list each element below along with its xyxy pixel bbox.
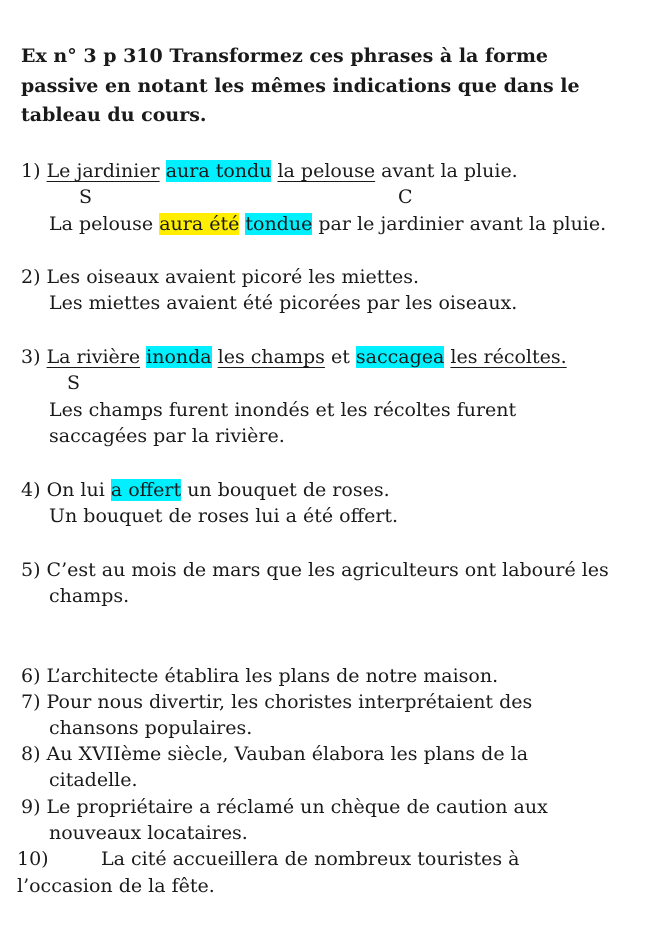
exercise-1-answer-subject: La pelouse	[49, 213, 154, 235]
exercise-4-pre: On lui	[46, 479, 105, 501]
exercise-7-line-2: chansons populaires.	[49, 717, 253, 739]
exercise-10-line-2: l’occasion de la fête.	[17, 875, 215, 897]
exercise-1-verb: aura tondu	[165, 160, 272, 182]
exercise-8-line-1: 8) Au XVIIème siècle, Vauban élabora les plans de la	[21, 743, 529, 765]
exercise-4-verb: a offert	[110, 479, 182, 501]
exercise-3-object-1: les champs	[217, 346, 325, 368]
exercise-title-line-3: tableau du cours.	[21, 104, 207, 126]
exercise-title-line-2: passive en notant les mêmes indications que dans le	[21, 75, 580, 97]
exercise-2-answer: Les miettes avaient été picorées par les oiseaux.	[49, 292, 518, 314]
exercise-3-subject-mark: S	[67, 372, 81, 394]
exercise-1-answer-rest: par le jardinier avant la pluie.	[318, 213, 607, 235]
exercise-5-line-1: 5) C’est au mois de mars que les agriculteurs ont labouré les	[21, 559, 609, 581]
exercise-1-complement: la pelouse	[277, 160, 376, 182]
exercise-1-answer-participle: tondue	[245, 213, 313, 235]
exercise-4-number: 4)	[21, 479, 41, 501]
exercise-10-line-1: La cité accueillera de nombreux touristes à	[101, 848, 520, 870]
exercise-1-number: 1)	[21, 160, 41, 182]
exercise-4-answer: Un bouquet de roses lui a été offert.	[49, 505, 399, 527]
exercise-3-verb-2: saccagea	[355, 346, 445, 368]
exercise-1-rest: avant la pluie.	[381, 160, 518, 182]
exercise-3-conjunction: et	[330, 346, 350, 368]
exercise-1-sentence	[21, 160, 518, 182]
exercise-2-sentence: 2) Les oiseaux avaient picoré les miettes.	[21, 266, 420, 288]
exercise-9-line-2: nouveaux locataires.	[49, 822, 248, 844]
exercise-9-line-1: 9) Le propriétaire a réclamé un chèque de caution aux	[21, 796, 548, 818]
exercise-4-sentence	[21, 479, 390, 501]
exercise-3-number: 3)	[21, 346, 41, 368]
exercise-10-number: 10)	[17, 848, 49, 870]
exercise-3-verb-1: inonda	[146, 346, 212, 368]
exercise-5-line-2: champs.	[49, 585, 130, 607]
exercise-1-subject: Le jardinier	[46, 160, 160, 182]
exercise-1-answer	[49, 213, 606, 235]
exercise-title-line-1: Ex n° 3 p 310 Transformez ces phrases à la forme	[21, 45, 549, 67]
exercise-6-line: 6) L’architecte établira les plans de notre maison.	[21, 665, 499, 687]
exercise-3-sentence	[21, 346, 567, 368]
exercise-3-subject: La rivière	[46, 346, 141, 368]
exercise-7-line-1: 7) Pour nous divertir, les choristes interprétaient des	[21, 691, 533, 713]
exercise-4-rest: un bouquet de roses.	[187, 479, 390, 501]
exercise-3-answer-line-1: Les champs furent inondés et les récoltes furent	[49, 399, 517, 421]
exercise-1-complement-mark: C	[398, 186, 413, 208]
exercise-3-object-2: les récoltes.	[450, 346, 567, 368]
exercise-3-answer-line-2: saccagées par la rivière.	[49, 425, 285, 447]
exercise-1-answer-auxiliary: aura été	[159, 213, 240, 235]
exercise-1-subject-mark: S	[79, 186, 93, 208]
exercise-8-line-2: citadelle.	[49, 769, 138, 791]
